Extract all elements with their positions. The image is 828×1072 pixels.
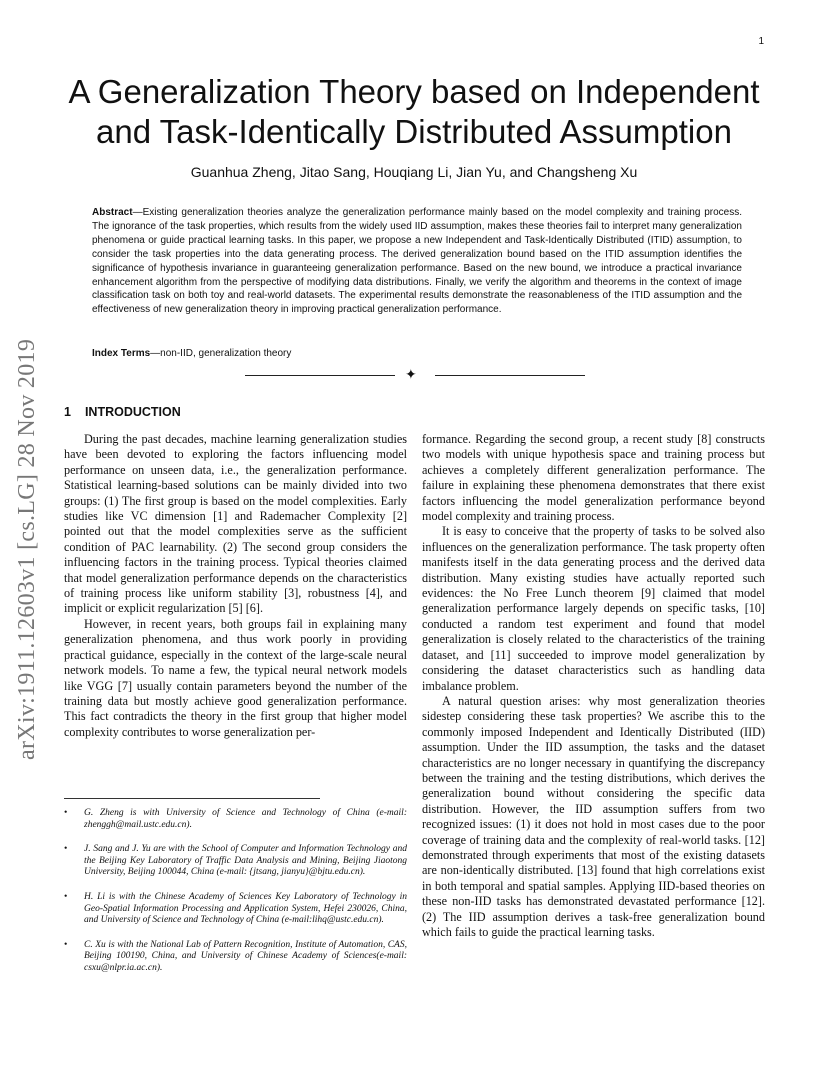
title-line-2: and Task-Identically Distributed Assumption (96, 113, 732, 150)
footnote (64, 892, 407, 927)
footnote-rule (64, 798, 320, 799)
abstract (92, 206, 742, 317)
footnote-text: C. Xu is with the National Lab of Pattern Recognition, Institute of Automation, CAS, Beijing 100190, China, and University of Chinese Academy of Sciences(e-mail: csxu@nlpr.ia.ac.cn). (84, 939, 407, 973)
footnotes (64, 808, 407, 988)
section-divider (245, 368, 585, 383)
section-heading (64, 405, 181, 419)
footnote-text: J. Sang and J. Yu are with the School of Computer and Information Technology and the Beijing Key Laboratory of Traffic Data Analysis and Mining, Beijing Jiaotong University, Beijing 100044, China (e-mail: {jtsang, jianyu}@bjtu.edu.cn). (84, 844, 407, 878)
index-terms (92, 348, 742, 359)
bullet-icon: • (64, 808, 68, 818)
bullet-icon: • (64, 939, 68, 950)
right-column (422, 432, 765, 940)
divider-line-left (245, 375, 395, 376)
section-title: INTRODUCTION (84, 405, 181, 419)
footnote-text: H. Li is with the Chinese Academy of Sciences Key Laboratory of Technology in Geo-Spatial Information Processing and Application System, Hefei 230026, China, and University of Science and Technology of China (e-mail:lihq@ustc.edu.cn). (84, 891, 407, 926)
bullet-icon: • (64, 891, 68, 902)
abstract-text: —Existing generalization theories analyze the generalization performance mainly based on the model complexity and training process. The ignorance of the task properties, which results from the widely used IID assumption, makes these theories fail to interpret many generalization phenomena or guide practical learning tasks. In this paper, we propose a new Independent and Task-Identically Distributed (ITID) assumption, to consider the task properties into the data generating process. The derived generalization bound based on the ITID assumption identifies the significance of hypothesis invariance in guaranteeing generalization performance. Based on the new bound, we introduce a practical invariance enhancement algorithm from the perspective of modifying data distributions. Finally, we verify the algorithm and theorems in the context of image classification task on both toy and real-world datasets. The experimental results demonstrate the reasonableness of the ITID assumption and the effectiveness of new generalization theory in improving practical generalization performance. (92, 207, 742, 316)
page-number: 1 (758, 36, 764, 47)
left-column (64, 432, 407, 740)
divider-line-right (435, 375, 585, 376)
index-terms-label: Index Terms (92, 348, 151, 359)
author-list: Guanhua Zheng, Jitao Sang, Houqiang Li, Jian Yu, and Changsheng Xu (190, 164, 638, 180)
divider-star-icon: ✦ (405, 368, 417, 383)
paragraph: formance. Regarding the second group, a recent study [8] constructs two models with unique hypothesis space and training process but achieves a completely different generalization performance. The failure in explaining these phenomena demonstrates that there exist factors influencing the model generalization performance beyond model complexity and training process. (422, 432, 765, 524)
index-terms-text: —non-IID, generalization theory (150, 348, 292, 359)
abstract-label: Abstract (92, 207, 133, 218)
arxiv-watermark: arXiv:1911.12603v1 [cs.LG] 28 Nov 2019 (14, 338, 40, 760)
title-line-1: A Generalization Theory based on Independent (68, 73, 760, 110)
footnote-text: G. Zheng is with University of Science and Technology of China (e-mail: zhenggh@mail.ustc.edu.cn). (84, 808, 407, 830)
footnote (64, 940, 407, 975)
paragraph: A natural question arises: why most generalization theories sidestep considering these task properties? We ascribe this to the commonly imposed Independent and Identically Distributed (IID) assumption. Under the IID assumption, the tasks and the dataset characteristics are no longer necessary in quantifying the discrepancy between the training and the testing distributions, which derives the generalization bound without considering the specific data distribution. However, the IID assumption suffers from two recognized issues: (1) it does not hold in most cases due to the poor coverage of training data and the complexity of real-world tasks. [12] demonstrated through experiments that most of the existing datasets are non-identically distributed. [13] found that high correlations exist in both temporal and spatial samples. Applying IID-based theories on these non-IID tasks has demonstrated devastated performance [12]. (2) The IID assumption derives a task-free generalization bound which fails to guide the practical learning tasks. (422, 693, 765, 939)
paper-title (0, 72, 828, 152)
section-number: 1 (64, 405, 71, 419)
footnote (64, 808, 407, 831)
bullet-icon: • (64, 844, 68, 855)
footnote (64, 844, 407, 879)
paragraph: However, in recent years, both groups fail in explaining many generalization phenomena, and thus work poorly in providing practical guidance, especially in the context of the large-scale neural network models. To name a few, the typical neural network models like VGG [7] usually contain parameters beyond the number of the training data but mostly achieve good generalization performance. This fact contradicts the theory in the first group that higher model complexity contributes to worse generalization per- (64, 616, 407, 739)
paragraph: It is easy to conceive that the property of tasks to be solved also influences on the generalization performance. The task property often manifests itself in the data generating process and the derived data distribution. Many existing studies have actually reported such evidences: the No Free Lunch theorem [9] claimed that model generalization performance largely depends on specific tasks, [10] conducted a random test experiment and found that model generalization is closely related to the characteristics of the training dataset, and [11] succeeded to improve model generalization by considering the dataset characteristics such as handling data imbalance problem. (422, 524, 765, 693)
paragraph: During the past decades, machine learning generalization studies have been devoted to exploring the factors influencing model performance on unseen data, i.e., the generalization performance. Statistical learning-based solutions can be mainly divided into two groups: (1) The first group is based on the model complexities. Early studies like VC dimension [1] and Rademacher Complexity [2] pointed out that the model complexities serve as the sufficient condition of PAC learnability. (2) The second group considers the influencing factors in the training process. Typical theories claimed that model generalization performance depends on the characteristics of training process like uniform stability [3], robustness [4], and implicit or explicit regularization [5] [6]. (64, 432, 407, 616)
